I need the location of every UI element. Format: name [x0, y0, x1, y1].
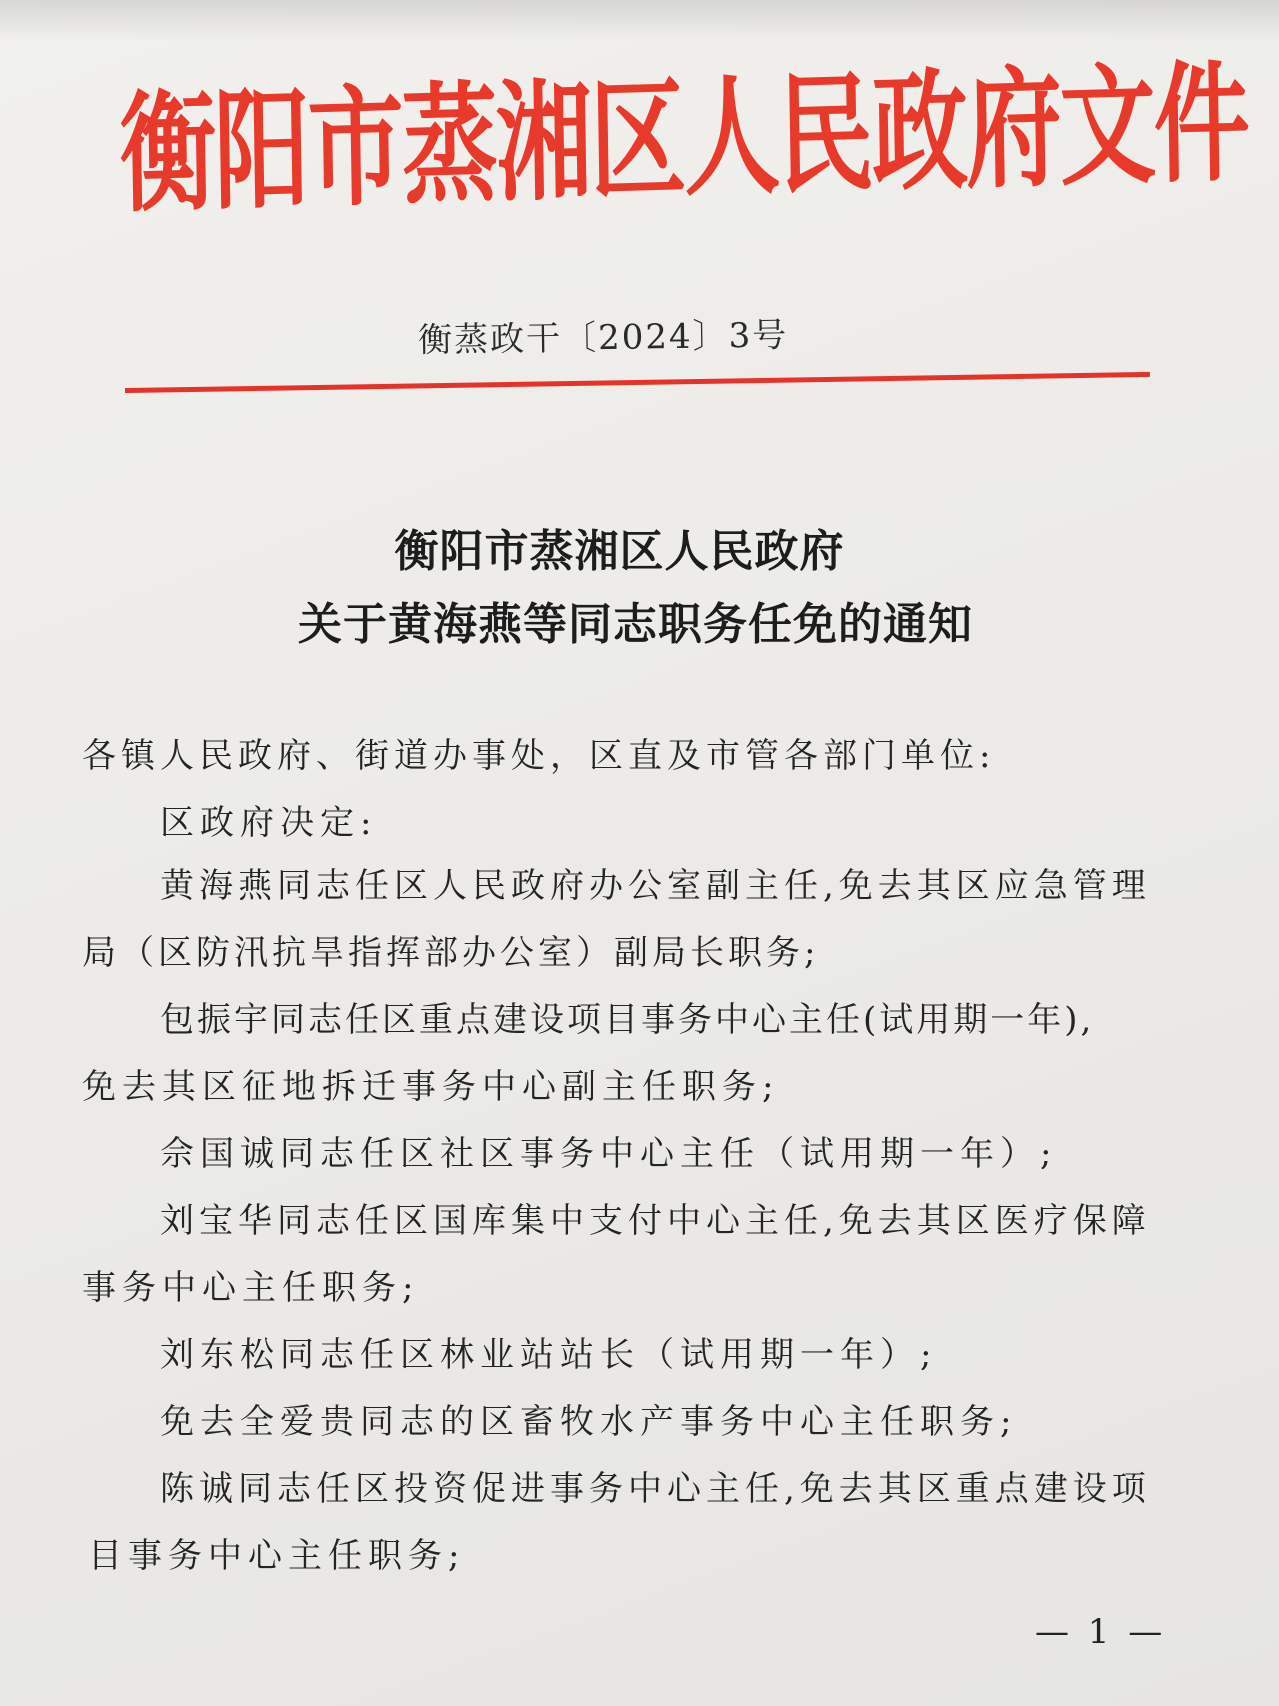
- body-line-appointment-3: 佘国诚同志任区社区事务中心主任（试用期一年）;: [160, 1134, 1058, 1174]
- header-red-rule: [125, 372, 1150, 393]
- document-header-title: 衡阳市蒸湘区人民政府文件: [118, 46, 1249, 231]
- body-line-dismissal-6: 免去全爱贵同志的区畜牧水产事务中心主任职务;: [160, 1402, 1018, 1442]
- body-line-addressee: 各镇人民政府、街道办事处，区直及市管各部门单位:: [82, 736, 996, 776]
- body-line-appointment-4b: 事务中心主任职务;: [82, 1268, 420, 1308]
- body-line-decision: 区政府决定:: [160, 803, 378, 843]
- body-line-appointment-7b: 目事务中心主任职务;: [88, 1536, 466, 1576]
- body-line-appointment-4a: 刘宝华同志任区国库集中支付中心主任,免去其区医疗保障: [160, 1201, 1151, 1241]
- notice-title-line-1: 衡阳市蒸湘区人民政府: [394, 526, 845, 577]
- body-line-appointment-2a: 包振宇同志任区重点建设项目事务中心主任(试用期一年),: [160, 1000, 1095, 1040]
- body-line-appointment-1a: 黄海燕同志任区人民政府办公室副主任,免去其区应急管理: [160, 866, 1151, 906]
- body-line-appointment-2b: 免去其区征地拆迁事务中心副主任职务;: [82, 1067, 780, 1107]
- page-number: — 1 —: [1035, 1612, 1167, 1652]
- notice-title-line-2: 关于黄海燕等同志职务任免的通知: [298, 599, 973, 650]
- body-line-appointment-7a: 陈诚同志任区投资促进事务中心主任,免去其区重点建设项: [160, 1469, 1151, 1509]
- body-line-appointment-5: 刘东松同志任区林业站站长（试用期一年）;: [160, 1335, 938, 1375]
- body-line-appointment-1b: 局（区防汛抗旱指挥部办公室）副局长职务;: [82, 933, 820, 973]
- document-number: 衡蒸政干〔2024〕3号: [417, 315, 789, 361]
